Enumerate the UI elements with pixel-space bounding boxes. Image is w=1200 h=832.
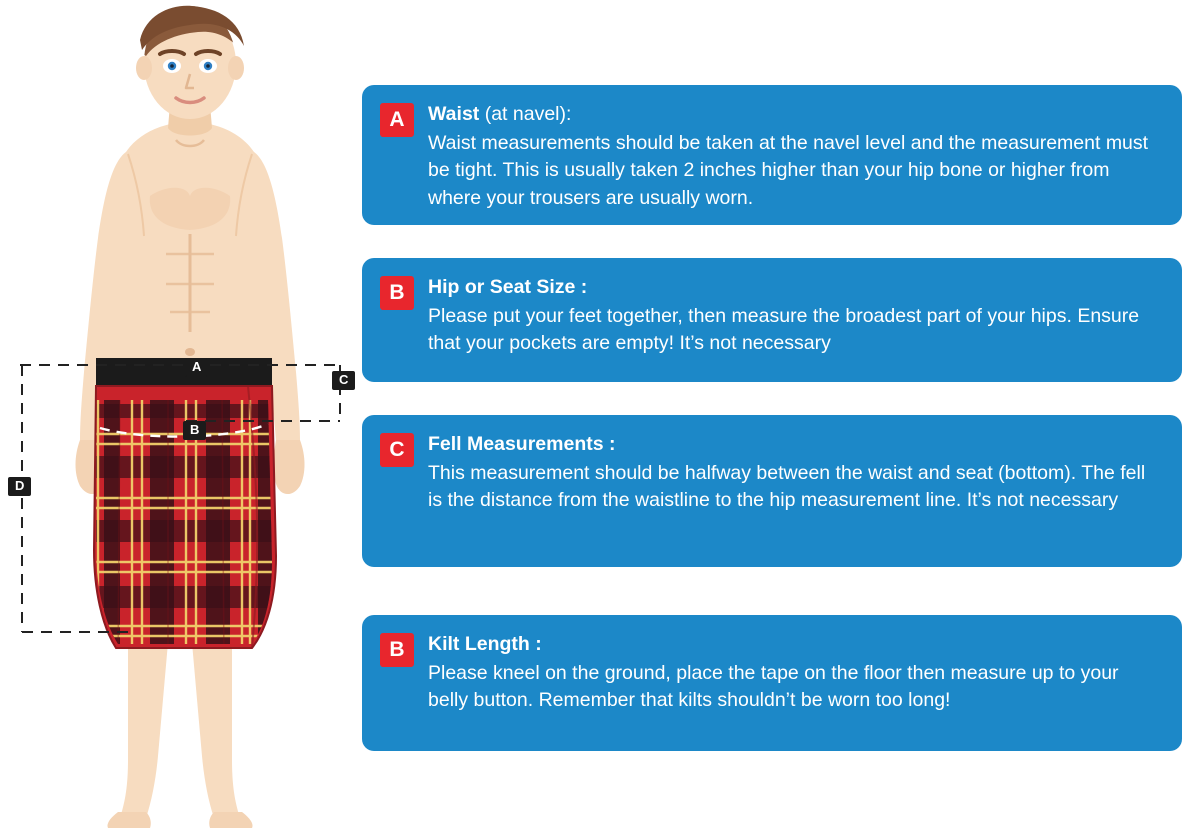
instruction-card-hip	[362, 258, 1182, 382]
man-in-kilt-illustration	[0, 0, 360, 832]
marker-chip-c: C	[332, 371, 355, 390]
card-text-fell: This measurement should be halfway between the waist and seat (bottom). The fell is the distance from the waistline to the hip measurement line. It’s not necessary	[428, 461, 1146, 512]
card-body-fell	[428, 431, 1162, 515]
instruction-cards	[362, 0, 1200, 832]
card-badge-d: B	[380, 633, 414, 667]
card-badge-a: A	[380, 103, 414, 137]
card-title-suffix-waist: (at navel):	[479, 103, 572, 125]
card-text-kilt-length: Please kneel on the ground, place the tape on the floor then measure up to your belly button. Remember that kilts shouldn’t be worn too long!	[428, 661, 1119, 712]
card-badge-c: C	[380, 433, 414, 467]
figure-illustration	[0, 0, 360, 832]
card-body-waist	[428, 101, 1162, 213]
card-title-fell: Fell Measurements :	[428, 433, 616, 455]
marker-chip-a: A	[185, 358, 208, 377]
instruction-card-waist	[362, 85, 1182, 225]
kilt	[80, 358, 300, 666]
card-title-waist: Waist	[428, 103, 480, 125]
instruction-card-kilt-length	[362, 615, 1182, 751]
card-text-waist: Waist measurements should be taken at the navel level and the measurement must be tight. This is usually taken 2 inches higher than your hip bone or higher from where your trousers are usually worn.	[428, 131, 1149, 210]
marker-chip-d: D	[8, 477, 31, 496]
card-text-hip: Please put your feet together, then measure the broadest part of your hips. Ensure that your pockets are empty! It’s not necessary	[428, 304, 1140, 355]
card-body-kilt-length	[428, 631, 1162, 715]
kilt-belt	[96, 358, 272, 386]
marker-chip-b: B	[183, 421, 206, 440]
card-body-hip	[428, 274, 1162, 358]
card-badge-b: B	[380, 276, 414, 310]
instruction-card-fell	[362, 415, 1182, 567]
head	[136, 4, 244, 119]
card-title-kilt-length: Kilt Length :	[428, 633, 542, 655]
card-title-hip: Hip or Seat Size :	[428, 276, 588, 298]
